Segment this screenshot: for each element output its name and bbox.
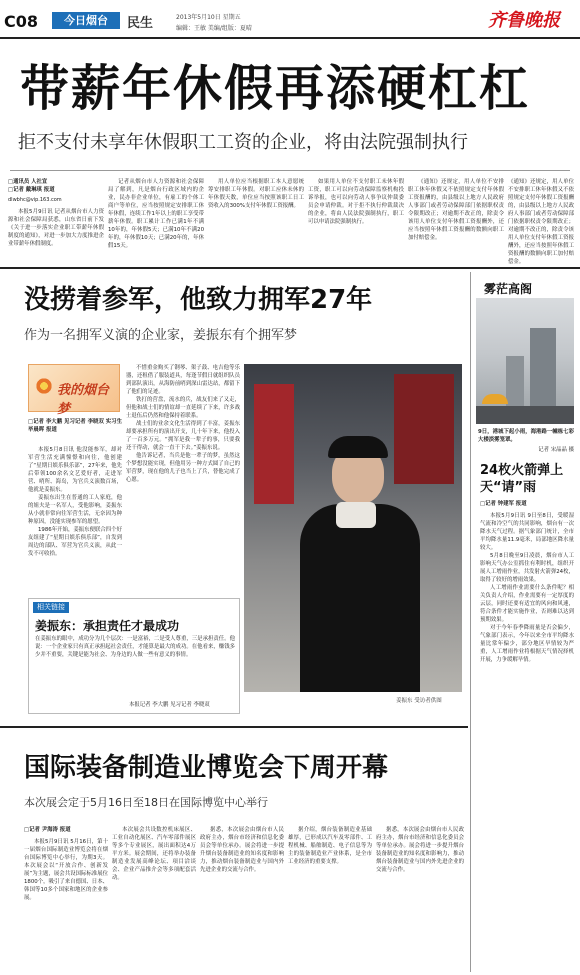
story3-para: 据悉，本次展会由烟台市人民政府主办，烟台市经济和信息化委员会等单位承办。展会将进一步提升烟台装备制造业的知名度和影响力，推动烟台装备制造业与国内外先进企业的交流与合作。 [376,827,464,873]
newspaper-logo: 齐鲁晚报 [488,10,560,31]
story1-byline: □通讯员 人社宣 □记者 戴琳琪 报道 [8,179,55,193]
section-tab: 今日烟台 [52,12,120,29]
photo-umbrella [482,394,508,404]
story3-byline: □记者 尹海涛 报道 [24,827,71,833]
story3-col1 [24,838,108,972]
photo-person-scarf [336,502,376,528]
story3-col2 [112,826,196,972]
weather-para: 5月8日晚至9日凌晨，烟台市人工影响天气办公室抓住有利时机，组织开展人工增雨作业，共发射火箭弹24枚，取得了较好的增雨效果。 [480,553,574,583]
story1-para: 记者从烟台市人力资源和社会保障局了解到，凡是烟台行政区域内的企业，民办非企业单位，有雇工的个体工商户等单位，应当按照规定安排职工休年休假，连续工作1年以上的职工享受带薪年休假。职工累计工作已满1年不满10年的，年休假5天；已满10年不满20年的，年休假10天；已满20年的，年休假15天。 [108,179,204,249]
story2-column-logo [28,364,120,417]
weather-headline: 24枚火箭弹上天“请”雨 [480,463,564,495]
weather-header: 雾茫高阁 [484,282,533,296]
story1-subhead: 拒不支付未享年休假职工工资的企业，将由法院强制执行 [18,132,468,153]
story2-para: 不惜重金购买了钢琴、架子鼓、电吉他等乐器，还租借了服装道具，每逢节假日就组织队员到部队演出，从海防前哨到深山雷达站，都留下了他们的足迹。 [126,365,240,395]
weather-para: 对于今年春季降雨量是否会偏少，气象部门表示，今年以来全市平均降水量比常年偏少，部分地区旱情较为严重，人工增雨作业将根据天气情况择机开展，力争缓解旱情。 [480,625,574,663]
sidebar-tag [33,602,69,613]
story3-para: 据悉，本次展会由烟台市人民政府主办，烟台市经济和信息化委员会等单位承办。展会将进一步提升烟台装备制造业的知名度和影响力，推动烟台装备制造业与国内外先进企业的交流与合作。 [200,827,284,873]
flower-icon [35,377,53,395]
weather-para: 人工增雨作业需要什么条件呢？相关负责人介绍，作业需要有一定厚度的云层，同时还要有适宜的风向和风速，符合条件才能实施作业，否则难以达到预期效果。 [480,585,574,623]
story2-col2 [126,364,240,590]
story2-sidebar [28,598,240,714]
story2-photo [244,364,462,692]
weather-body [480,512,574,972]
photo-ground [476,406,574,424]
photo-shop-sign [254,384,294,504]
masthead [0,0,580,38]
story3-col5 [376,826,464,972]
story3-para: 据介绍，烟台装备制造业基础雄厚，已形成以汽车及零部件、工程机械、船舶制造、电子信息等为主的装备制造业产业体系，是全市工业经济的重要支撑。 [288,827,372,865]
weather-para: 本报5月9日讯 9日至8日，受暖湿气流和冷空气的共同影响，烟台有一次降水天气过程。据气象部门统计，全市平均降水量11.9毫米，局部地区降水量较大。 [480,513,574,551]
story1-divider [10,170,570,171]
photo-shop-sign-2 [394,374,454,484]
story2-para: 1986年开始，姜振东便联合四个好友组建了“星期日娱乐俱乐部”，自发到周边的部队、军营为官兵义演，从此一发不可收拾。 [28,527,122,557]
story1-para: 本报5月9日讯 记者从烟台市人力资源和社会保障局获悉，山东省日前下发《关于进一步落实企业职工带薪年休假制度的通知》，对进一步加大力度推进企业带薪年休假制度。 [8,209,104,247]
editor-line: 编辑：王敏 美编/组版：夏晴 [176,25,252,32]
sidebar-body: 在姜振东的眼中，成功分为几个层次：一是富裕，二是受人尊重，三是承担责任。他说：一个企业家只有真正承担起社会责任，才能算是最大的成功。在他看来，赚钱多少并不重要，关键是能为社会、为身边的人做一些有意义的事情。 [35,636,235,658]
story3-headline: 国际装备制造业博览会下周开幕 [24,753,389,783]
story1-para: 《通知》还规定，用人单位不安排职工休年休假又不依照规定支付年休假工资报酬的，由县级以上地方人民政府人事部门或者劳动保障部门依据职权责令限期改正；对逾期不改正的，除责令该用人单位支付年休假工资报酬外，还应当按照年休假工资报酬的数额向职工加付赔偿金。 [508,179,574,265]
masthead-rule [0,37,580,39]
story3-col4 [288,826,372,972]
story3-para: 本次展会共设数控机床展区、工业自动化展区、汽车零部件展区等多个专业展区，展出面积达4万平方米。展会期间，还将举办装备制造业发展高峰论坛、项目洽谈会、企业产品推介会等多项配套活动。 [112,827,196,881]
story2-para: 他告诉记者，当兵是他一辈子的梦，虽然这个梦想没能实现，但他用另一种方式圆了自己的军营梦，现在他的儿子也当上了兵，替他完成了心愿。 [126,453,240,483]
sidebar-title: 姜振东：承担责任才最成功 [35,619,180,633]
date-line: 2013年5月10日 星期五 [176,14,241,21]
weather-photo [476,298,574,424]
story1-para: 《通知》还规定，用人单位不安排职工休年休假又不依照规定支付年休假工资报酬的，由县级以上地方人民政府人事部门或者劳动保障部门依据职权责令限期改正；对逾期不改正的，除责令该用人单位支付年休假工资报酬外，还应当按照年休假工资报酬的数额向职工加付赔偿金。 [408,179,504,241]
story2-para: 战士们的业余文化生活得到了丰富，姜振东却要承担所有的演出开支，几十年下来，他投入了一百多万元。“拥军是我一辈子的事，只要我还干得动，就会一直干下去。”姜振东说。 [126,421,240,451]
story3-para: 本报5月9日讯 5月16日，第十一届烟台国际制造业博览会将在烟台国际博览中心举行，为期3天。本次展会以“开放合作、创新发展”为主题，展会共设国际标准展位1800个，吸引了来自德国、日本、韩国等10多个国家和地区的企业参展。 [24,839,108,901]
story2-col1 [28,446,122,598]
story1-headline: 带薪年休假再添硬杠杠 [20,60,531,117]
story2-para: 姜振东出生在普通的工人家庭，他的姐夫是一名军人，受他影响，姜振东从小就非常向往军营生活，无奈因为种种原因，没能实现参军的愿望。 [28,495,122,525]
weather-photo-caption: 9日，港城下起小雨，海港路一幢栋七彩大楼淡雾笼罩。 [478,429,574,443]
story2-headline: 没捞着参军，他致力拥军27年 [24,285,373,315]
story3-col3 [200,826,284,972]
story1-bottom-rule [0,267,580,269]
photo-person-cap [328,436,388,458]
column-logo-text: 我的烟台梦 [57,383,110,417]
story2-para: 铁打的营盘，流水的兵，战友们来了又走，但他和战士们的情谊却一直延续了下来，许多战士退伍后仍然和他保持着联系。 [126,397,240,419]
page-number: C08 [4,12,39,31]
weather-photo-credit: 记者 宋晶晶 摄 [538,447,574,453]
story3-subhead: 本次展会定于5月16日至18日在国际博览中心举行 [24,796,268,809]
story2-para: 本报5月8日讯 他没能参军，却对军营生活充满憧憬和向往，他创建了“星期日娱乐俱乐部”，27年来，他先后带领100余名文艺爱好者，走进军营、哨所、海岛，为官兵义演数百场，他就是姜振东。 [28,447,122,493]
sidebar-byline: 本报记者 李大鹏 见习记者 李晓双 [129,702,210,708]
sidebar-tag-label: 相关链接 [37,603,65,611]
story2-photo-caption: 姜振东 受访者供图 [396,698,442,704]
story2-subhead: 作为一名拥军义演的企业家，姜振东有个拥军梦 [24,328,298,343]
story1-para: 如果用人单位不支付职工未休年假工资，职工可以向劳动保障监察机构投诉举报，也可以向劳动人事争议仲裁委员会申请仲裁。对于拒不执行仲裁裁决的企业，将由人民法院强制执行，职工可以申请法院强制执行。 [308,179,404,225]
story1-para: 用人单位应当根据职工本人意愿统筹安排职工年休假。对职工应休未休的年休假天数，单位应当按照该职工日工资收入的300%支付年休假工资报酬。 [208,179,304,209]
weather-byline: □记者 钟建军 报道 [480,501,527,507]
right-column-divider [470,272,471,972]
story1-email: dlwbhc@vip.163.com [8,197,62,203]
section-name: 民生 [127,16,154,31]
photo-person-body [300,504,420,692]
story2-bottom-rule [0,726,468,728]
story2-byline: □记者 李大鹏 见习记者 李晓双 实习生 毕晨晖 报道 [28,419,122,433]
